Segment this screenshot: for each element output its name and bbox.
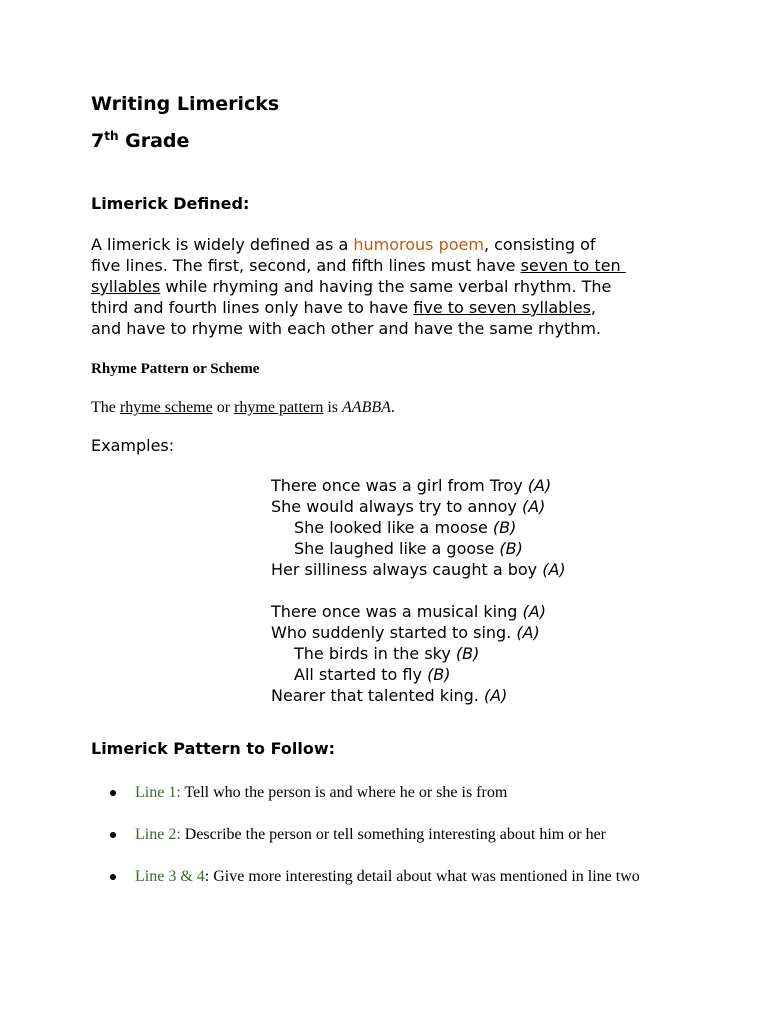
definition-line-3: [91, 276, 691, 297]
definition-line-1: [91, 234, 691, 255]
poem-line: All started to fly (B): [294, 665, 451, 684]
rhyme-pattern-term: rhyme pattern: [234, 399, 324, 416]
poem-line: She would always try to annoy (A): [271, 497, 546, 516]
definition-text: , consisting of: [483, 235, 596, 254]
syllables-underline: syllables: [91, 277, 161, 296]
definition-text: A limerick is widely defined as a: [91, 235, 354, 254]
rhyme-scheme-value: AABBA: [342, 399, 391, 416]
definition-text: while rhyming and having the same verbal rhythm. The: [160, 277, 612, 296]
seven-to-ten-underline: seven to ten: [520, 256, 621, 275]
line-label: Line 3 & 4: [135, 868, 205, 885]
bullet-icon: [110, 874, 116, 880]
definition-line-4: [91, 297, 691, 318]
definition-paragraph: [91, 234, 691, 339]
poem-line: Nearer that talented king. (A): [271, 686, 508, 705]
definition-text: five lines. The first, second, and fifth lines must have: [91, 256, 521, 275]
list-item: [110, 866, 670, 887]
grade-word: Grade: [125, 130, 190, 152]
rhyme-pattern-heading: Rhyme Pattern or Scheme: [91, 361, 260, 377]
definition-line-2: [91, 255, 691, 276]
rhyme-text: .: [390, 399, 395, 416]
line-label: Line 1:: [135, 784, 181, 801]
line-label: Line 2:: [135, 826, 181, 843]
list-item: [110, 824, 690, 845]
rhyme-text: is: [323, 399, 343, 416]
line-instruction: Tell who the person is and where he or she is from: [180, 784, 508, 801]
rhyme-scheme-sentence: [91, 398, 395, 417]
definition-text: ,: [590, 298, 597, 317]
poem-line: Her silliness always caught a boy (A): [271, 560, 566, 579]
poem-line: The birds in the sky (B): [294, 644, 480, 663]
poem-line: She laughed like a goose (B): [294, 539, 523, 558]
line-instruction: Describe the person or tell something interesting about him or her: [180, 826, 606, 843]
example-poem-1: [271, 475, 566, 580]
rhyme-scheme-term: rhyme scheme: [119, 399, 213, 416]
rhyme-text: or: [212, 399, 235, 416]
humorous-poem-highlight: humorous poem: [353, 235, 484, 254]
limerick-defined-heading: Limerick Defined:: [91, 194, 250, 213]
grade-number: 7: [91, 130, 105, 152]
definition-text: third and fourth lines only have to have: [91, 298, 414, 317]
bullet-icon: [110, 832, 116, 838]
poem-line: She looked like a moose (B): [294, 518, 517, 537]
bullet-icon: [110, 790, 116, 796]
example-poem-2: [271, 601, 546, 706]
poem-line: There once was a musical king (A): [271, 602, 546, 621]
poem-line: There once was a girl from Troy (A): [271, 476, 552, 495]
rhyme-text: The: [91, 399, 120, 416]
document-title: Writing Limericks: [91, 93, 280, 115]
five-to-seven-underline: five to seven syllables: [413, 298, 591, 317]
grade-heading: [91, 129, 189, 153]
line-instruction: : Give more interesting detail about what was mentioned in line two: [204, 868, 640, 885]
grade-superscript: th: [104, 129, 119, 143]
limerick-pattern-heading: Limerick Pattern to Follow:: [91, 739, 335, 758]
examples-label: Examples:: [91, 436, 175, 455]
definition-line-5: and have to rhyme with each other and have the same rhythm.: [91, 319, 602, 338]
list-item: [110, 782, 690, 803]
poem-line: Who suddenly started to sing. (A): [271, 623, 540, 642]
